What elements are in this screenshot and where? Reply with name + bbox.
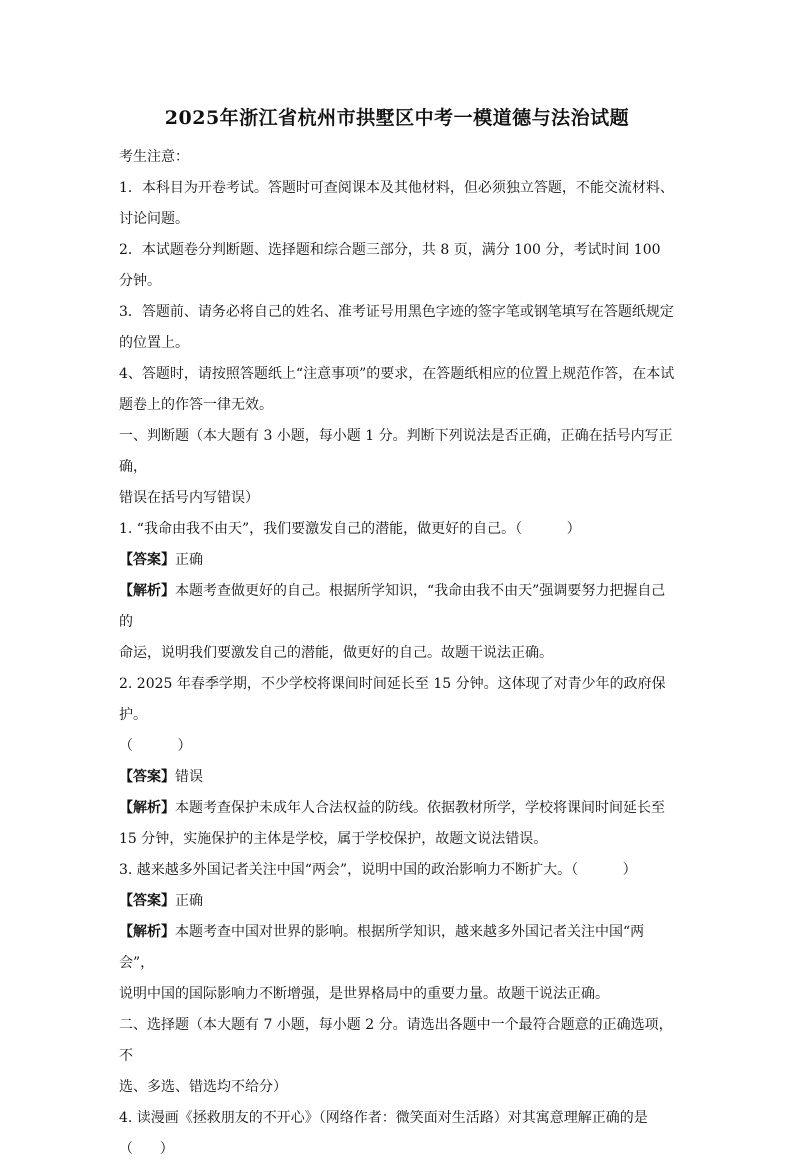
section2-heading: 二、选择题（本大题有 7 小题，每小题 2 分。请选出各题中一个最符合题意的正确选项，不 (119, 1017, 673, 1064)
analysis-text: 本题考查做更好的自己。根据所学知识，“我命由我不由天”强调要努力把握自己的 (119, 583, 666, 630)
section1-heading: 一、判断题（本大题有 3 小题，每小题 1 分。判断下列说法是否正确，正确在括号内写正确， (119, 428, 673, 475)
question-2-blank: （ ） (119, 738, 192, 754)
analysis-1 (119, 576, 676, 638)
answer-value: 正确 (175, 893, 203, 909)
answer-value: 正确 (175, 552, 203, 568)
answer-2 (119, 762, 676, 793)
analysis-3-cont: 说明中国的国际影响力不断增强，是世界格局中的重要力量。故题干说法正确。 (119, 986, 609, 1002)
section2-heading-cont: 选、多选、错选均不给分） (119, 1079, 287, 1095)
question-4-blank: （ ） (119, 1141, 174, 1157)
answer-label: 【答案】 (119, 893, 175, 909)
analysis-2 (119, 793, 676, 824)
analysis-label: 【解析】 (119, 800, 175, 816)
answer-label: 【答案】 (119, 769, 175, 785)
analysis-text: 本题考查保护未成年人合法权益的防线。依据教材所学，学校将课间时间延长至 (175, 800, 665, 816)
answer-3 (119, 886, 676, 917)
section1-heading-cont: 错误在括号内写错误） (119, 490, 259, 506)
notice-line: 1．本科目为开卷考试。答题时可查阅课本及其他材料，但必须独立答题，不能交流材料、 (119, 180, 674, 196)
question-4: 4. 读漫画《拯救朋友的不开心》（网络作者：微笑面对生活路）对其寓意理解正确的是 (119, 1110, 648, 1126)
notice-line: 2．本试题卷分判断题、选择题和综合题三部分，共 8 页，满分 100 分，考试时间 100 分钟。 (119, 242, 665, 289)
page-title: 2025年浙江省杭州市拱墅区中考一模道德与法治试题 (164, 107, 630, 129)
question-1: 1. “我命由我不由天”，我们要激发自己的潜能，做更好的自己。（ ） (119, 521, 581, 537)
analysis-label: 【解析】 (119, 583, 175, 599)
question-2: 2. 2025 年春季学期，不少学校将课间时间延长至 15 分钟。这体现了对青少年的政府保护。 (119, 676, 666, 723)
notice-line: 3．答题前、请务必将自己的姓名、准考证号用黑色字迹的签字笔或钢笔填写在答题纸规定 (119, 304, 674, 320)
notice-line: 题卷上的作答一律无效。 (119, 397, 273, 413)
answer-1 (119, 545, 676, 576)
notice-line: 4、答题时，请按照答题纸上“注意事项”的要求，在答题纸相应的位置上规范作答，在本试 (119, 366, 675, 382)
document-body (0, 142, 794, 1165)
analysis-3 (119, 917, 676, 979)
analysis-2-cont: 15 分钟，实施保护的主体是学校，属于学校保护，故题文说法错误。 (119, 831, 548, 847)
analysis-text: 本题考查中国对世界的影响。根据所学知识，越来越多外国记者关注中国“两会”， (119, 924, 645, 971)
notice-header: 考生注意： (119, 149, 189, 165)
notice-line: 的位置上。 (119, 335, 189, 351)
notice-line: 讨论问题。 (119, 211, 189, 227)
question-3: 3. 越来越多外国记者关注中国“两会”，说明中国的政治影响力不断扩大。（ ） (119, 862, 637, 878)
answer-label: 【答案】 (119, 552, 175, 568)
analysis-label: 【解析】 (119, 924, 175, 940)
answer-value: 错误 (175, 769, 203, 785)
analysis-1-cont: 命运，说明我们要激发自己的潜能，做更好的自己。故题干说法正确。 (119, 645, 553, 661)
